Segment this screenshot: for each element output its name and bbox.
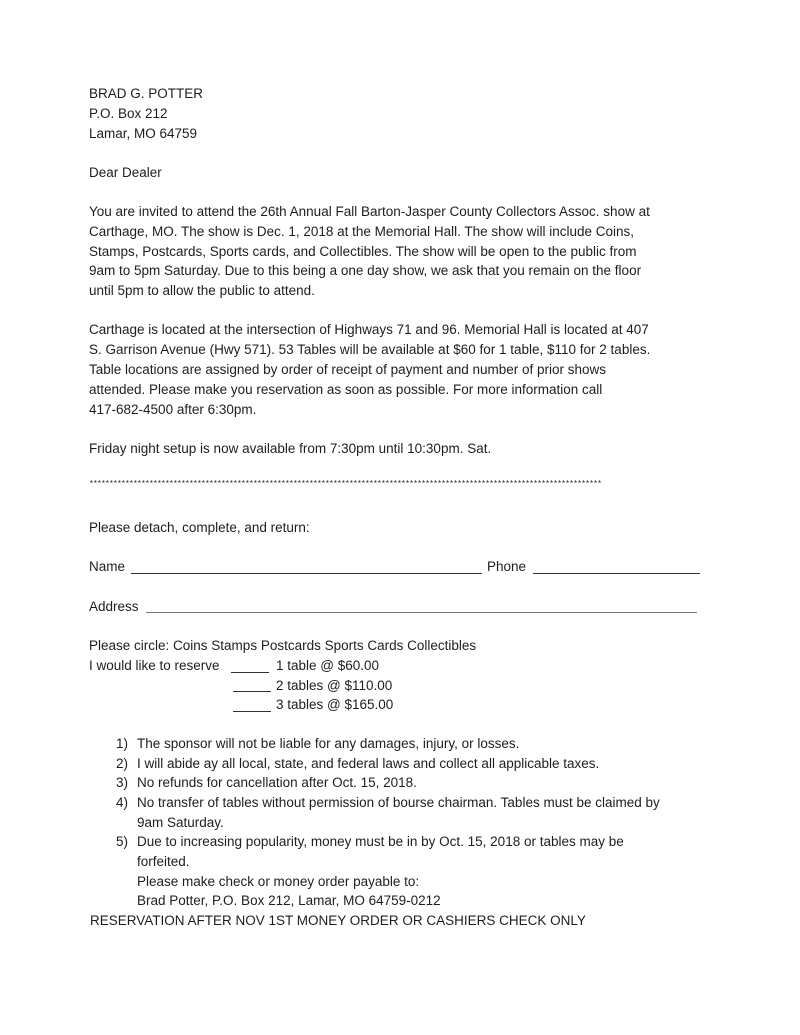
term-text-continued: 9am Saturday.	[137, 815, 224, 830]
reserve-3-tables-blank[interactable]	[233, 711, 271, 712]
para2-line: attended. Please make you reservation as soon as possible. For more information call	[89, 382, 603, 397]
sender-po-box: P.O. Box 212	[89, 106, 168, 121]
term-number: 1)	[115, 736, 128, 751]
payable-address: Brad Potter, P.O. Box 212, Lamar, MO 64759-0212	[137, 893, 441, 908]
para2-line: 417-682-4500 after 6:30pm.	[89, 402, 257, 417]
sender-name: BRAD G. POTTER	[89, 86, 204, 101]
address-field-line[interactable]	[146, 612, 697, 613]
para2-line: Table locations are assigned by order of receipt of payment and number of prior shows	[89, 362, 607, 377]
reservation-notice: RESERVATION AFTER NOV 1ST MONEY ORDER OR CASHIERS CHECK ONLY	[90, 913, 586, 928]
phone-field-line[interactable]	[533, 573, 700, 574]
para2-line: Carthage is located at the intersection of Highways 71 and 96. Memorial Hall is located at 407	[89, 322, 649, 337]
para1-line: until 5pm to allow the public to attend.	[89, 283, 315, 298]
term-number: 5)	[115, 834, 128, 849]
term-number: 3)	[115, 775, 128, 790]
para1-line: Stamps, Postcards, Sports cards, and Collectibles. The show will be open to the public from	[89, 244, 637, 259]
payable-instruction: Please make check or money order payable to:	[137, 874, 420, 889]
para2-line: S. Garrison Avenue (Hwy 571). 53 Tables will be available at $60 for 1 table, $110 for 2 tables.	[89, 342, 651, 357]
para1-line: Carthage, MO. The show is Dec. 1, 2018 at the Memorial Hall. The show will include Coins,	[89, 224, 634, 239]
name-field-line[interactable]	[131, 573, 482, 574]
para1-line: 9am to 5pm Saturday. Due to this being a one day show, we ask that you remain on the floor	[89, 263, 642, 278]
salutation: Dear Dealer	[89, 165, 162, 180]
circle-categories: Please circle: Coins Stamps Postcards Sports Cards Collectibles	[89, 638, 477, 653]
setup-note: Friday night setup is now available from 7:30pm until 10:30pm. Sat.	[89, 441, 492, 456]
reserve-option-1: 1 table @ $60.00	[276, 658, 380, 673]
reserve-2-tables-blank[interactable]	[233, 691, 271, 692]
term-text: No transfer of tables without permission of bourse chairman. Tables must be claimed by	[137, 795, 660, 810]
term-text-continued: forfeited.	[137, 854, 190, 869]
term-number: 2)	[115, 756, 128, 771]
detach-separator: ********************************************************************************************************************************	[89, 480, 602, 489]
term-text: Due to increasing popularity, money must be in by Oct. 15, 2018 or tables may be	[137, 834, 624, 849]
term-text: The sponsor will not be liable for any damages, injury, or losses.	[137, 736, 520, 751]
sender-city: Lamar, MO 64759	[89, 126, 198, 141]
reserve-1-table-blank[interactable]	[231, 672, 269, 673]
reserve-option-2: 2 tables @ $110.00	[276, 678, 393, 693]
name-label: Name	[89, 559, 126, 574]
reserve-option-3: 3 tables @ $165.00	[276, 697, 394, 712]
term-text: No refunds for cancellation after Oct. 15, 2018.	[137, 775, 417, 790]
reserve-label: I would like to reserve	[89, 658, 220, 673]
term-text: I will abide ay all local, state, and federal laws and collect all applicable taxes.	[137, 756, 600, 771]
phone-label: Phone	[487, 559, 527, 574]
term-number: 4)	[115, 795, 128, 810]
para1-line: You are invited to attend the 26th Annual Fall Barton-Jasper County Collectors Assoc. show at	[89, 204, 650, 219]
address-label: Address	[89, 599, 139, 614]
form-instruction: Please detach, complete, and return:	[89, 520, 310, 535]
